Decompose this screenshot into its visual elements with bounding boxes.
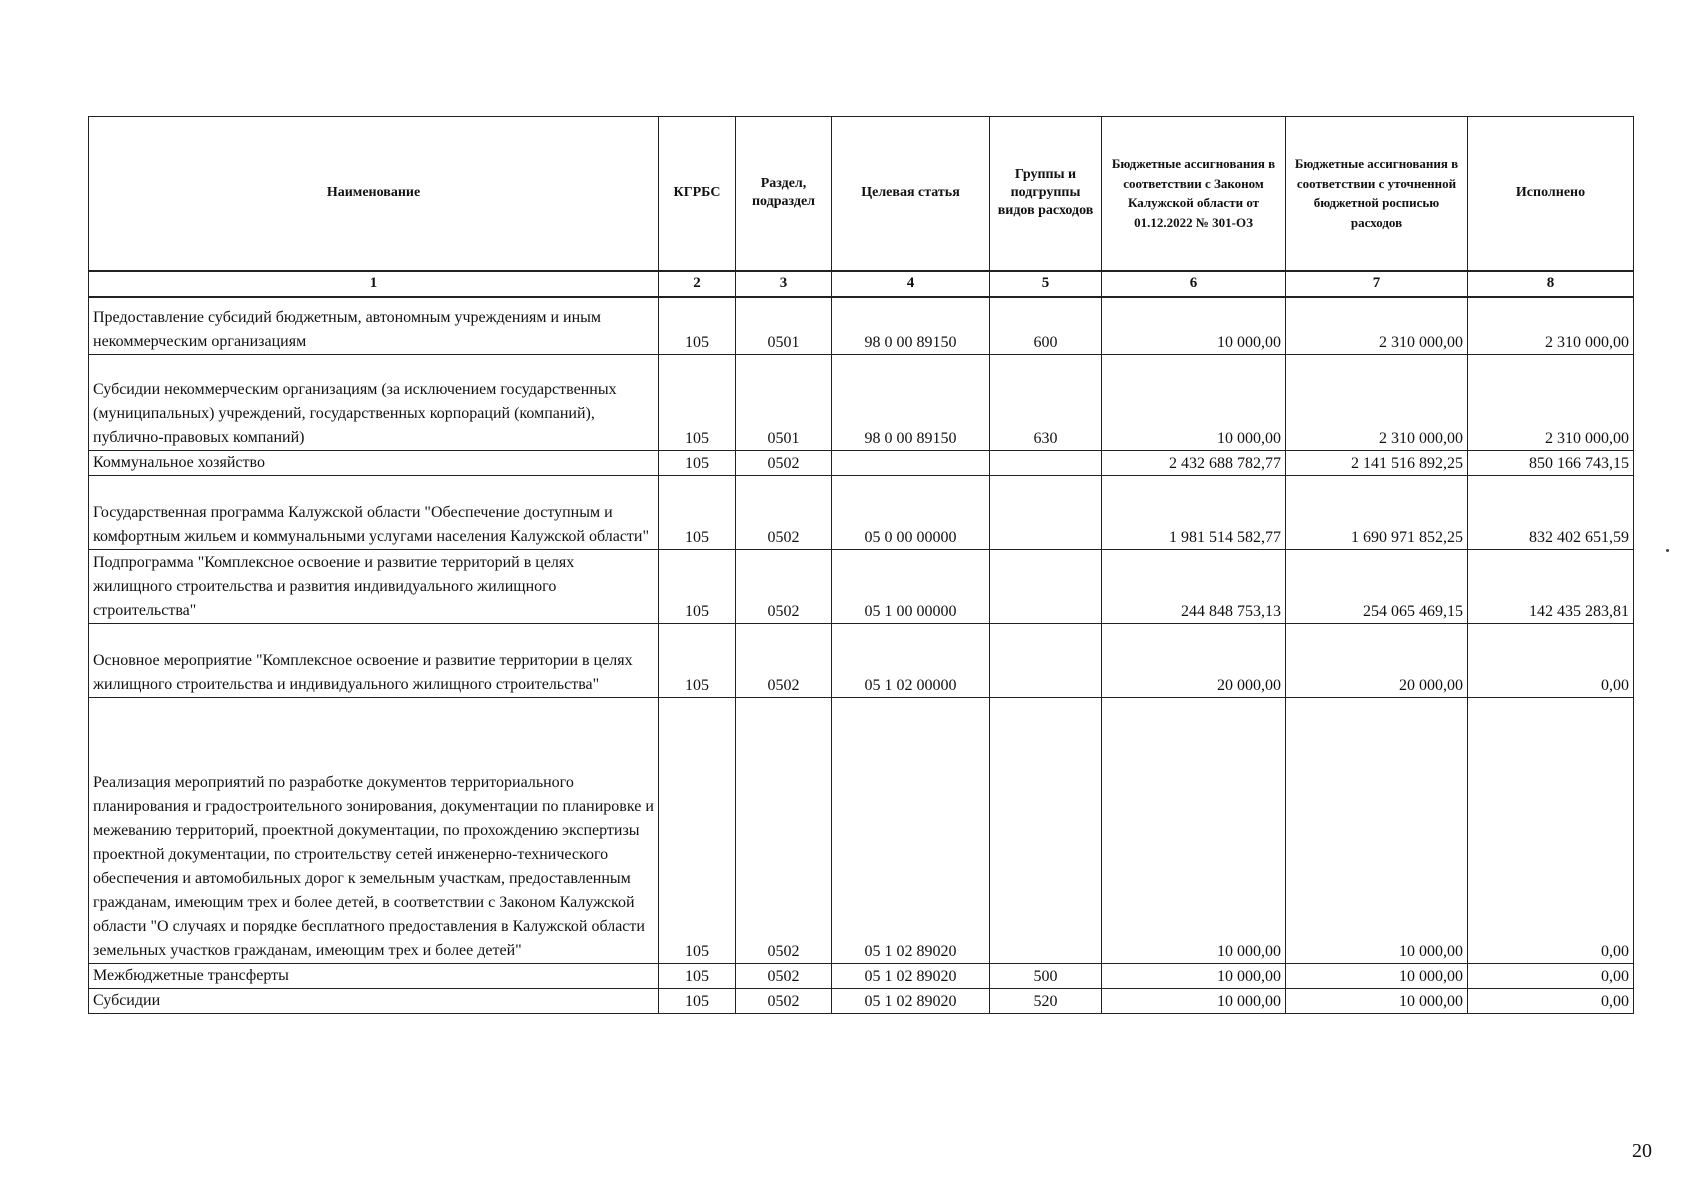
- column-number-row: [89, 271, 1634, 297]
- row-law-amount: 10 000,00: [1102, 964, 1286, 989]
- row-name: Коммунальное хозяйство: [89, 451, 659, 476]
- table-row: [89, 476, 1634, 550]
- row-section: 0502: [736, 964, 832, 989]
- row-budget-amount: 2 141 516 892,25: [1286, 451, 1468, 476]
- row-budget-amount: 2 310 000,00: [1286, 297, 1468, 355]
- header-law-appropriations: Бюджетные ассигнования в соответствии с Законом Калужской области от 01.12.2022 № 301-ОЗ: [1102, 117, 1286, 271]
- header-groups: Группы и подгруппы видов расходов: [990, 117, 1102, 271]
- row-group: 600: [990, 297, 1102, 355]
- row-kgrbs: 105: [659, 476, 736, 550]
- table-header: [89, 117, 1634, 297]
- row-group: 520: [990, 989, 1102, 1014]
- row-section: 0502: [736, 698, 832, 964]
- row-kgrbs: 105: [659, 624, 736, 698]
- table-body: [89, 297, 1634, 1014]
- row-law-amount: 10 000,00: [1102, 989, 1286, 1014]
- table-row: [89, 297, 1634, 355]
- table-row: [89, 355, 1634, 451]
- row-executed-amount: 0,00: [1468, 624, 1634, 698]
- row-group: 500: [990, 964, 1102, 989]
- row-budget-amount: 10 000,00: [1286, 698, 1468, 964]
- row-name: Субсидии некоммерческим организациям (за исключением государственных (муниципальных) учреждений, государственных корпораций (компаний), публично-правовых компаний): [89, 355, 659, 451]
- table-row: [89, 451, 1634, 476]
- row-law-amount: 20 000,00: [1102, 624, 1286, 698]
- row-target: 05 1 02 00000: [832, 624, 990, 698]
- row-law-amount: 2 432 688 782,77: [1102, 451, 1286, 476]
- column-number: 3: [736, 271, 832, 297]
- row-name: Реализация мероприятий по разработке документов территориального планирования и градостроительного зонирования, документации по планировке и межеванию территорий, проектной документации, по прохождению экспертизы проектной документации, по строительству сетей инженерно-технического обеспечения и автомобильных дорог к земельным участкам, предоставленным гражданам, имеющим трех и более детей, в соответствии с Законом Калужской области "О случаях и порядке бесплатного предоставления в Калужской области земельных участков гражданам, имеющим трех и более детей": [89, 698, 659, 964]
- row-executed-amount: 0,00: [1468, 964, 1634, 989]
- row-target: 98 0 00 89150: [832, 355, 990, 451]
- row-kgrbs: 105: [659, 989, 736, 1014]
- row-section: 0502: [736, 476, 832, 550]
- header-target: Целевая статья: [832, 117, 990, 271]
- column-number: 6: [1102, 271, 1286, 297]
- row-group: [990, 624, 1102, 698]
- row-budget-amount: 1 690 971 852,25: [1286, 476, 1468, 550]
- header-row: [89, 117, 1634, 271]
- row-budget-amount: 10 000,00: [1286, 964, 1468, 989]
- row-kgrbs: 105: [659, 355, 736, 451]
- row-section: 0502: [736, 624, 832, 698]
- row-name: Основное мероприятие "Комплексное освоение и развитие территории в целях жилищного строительства и индивидуального жилищного строительства": [89, 624, 659, 698]
- table-row: [89, 698, 1634, 964]
- row-group: [990, 550, 1102, 624]
- row-executed-amount: 0,00: [1468, 989, 1634, 1014]
- row-executed-amount: 142 435 283,81: [1468, 550, 1634, 624]
- table-row: [89, 964, 1634, 989]
- row-target: 05 1 02 89020: [832, 698, 990, 964]
- row-kgrbs: 105: [659, 451, 736, 476]
- row-law-amount: 1 981 514 582,77: [1102, 476, 1286, 550]
- row-law-amount: 10 000,00: [1102, 297, 1286, 355]
- row-law-amount: 244 848 753,13: [1102, 550, 1286, 624]
- row-section: 0502: [736, 989, 832, 1014]
- row-budget-amount: 2 310 000,00: [1286, 355, 1468, 451]
- row-budget-amount: 10 000,00: [1286, 989, 1468, 1014]
- header-budget-appropriations: Бюджетные ассигнования в соответствии с уточненной бюджетной росписью расходов: [1286, 117, 1468, 271]
- row-law-amount: 10 000,00: [1102, 355, 1286, 451]
- row-name: Государственная программа Калужской области "Обеспечение доступным и комфортным жильем и коммунальными услугами населения Калужской области": [89, 476, 659, 550]
- table-row: [89, 989, 1634, 1014]
- row-executed-amount: 2 310 000,00: [1468, 355, 1634, 451]
- row-target: 05 1 02 89020: [832, 989, 990, 1014]
- row-section: 0502: [736, 451, 832, 476]
- row-section: 0502: [736, 550, 832, 624]
- row-target: 05 1 02 89020: [832, 964, 990, 989]
- row-name: Межбюджетные трансферты: [89, 964, 659, 989]
- column-number: 7: [1286, 271, 1468, 297]
- row-kgrbs: 105: [659, 550, 736, 624]
- row-section: 0501: [736, 297, 832, 355]
- row-executed-amount: 832 402 651,59: [1468, 476, 1634, 550]
- row-executed-amount: 2 310 000,00: [1468, 297, 1634, 355]
- row-target: 98 0 00 89150: [832, 297, 990, 355]
- column-number: 2: [659, 271, 736, 297]
- row-executed-amount: 850 166 743,15: [1468, 451, 1634, 476]
- column-number: 8: [1468, 271, 1634, 297]
- header-name: Наименование: [89, 117, 659, 271]
- column-number: 5: [990, 271, 1102, 297]
- row-section: 0501: [736, 355, 832, 451]
- row-budget-amount: 254 065 469,15: [1286, 550, 1468, 624]
- row-budget-amount: 20 000,00: [1286, 624, 1468, 698]
- row-name: Субсидии: [89, 989, 659, 1014]
- table-row: [89, 550, 1634, 624]
- header-section: Раздел, подраздел: [736, 117, 832, 271]
- row-target: [832, 451, 990, 476]
- row-kgrbs: 105: [659, 297, 736, 355]
- row-name: Предоставление субсидий бюджетным, автономным учреждениям и иным некоммерческим организациям: [89, 297, 659, 355]
- row-group: [990, 451, 1102, 476]
- row-kgrbs: 105: [659, 698, 736, 964]
- row-kgrbs: 105: [659, 964, 736, 989]
- row-group: 630: [990, 355, 1102, 451]
- budget-execution-table: [88, 116, 1634, 1014]
- row-name: Подпрограмма "Комплексное освоение и развитие территорий в целях жилищного строительства и развития индивидуального жилищного строительства": [89, 550, 659, 624]
- row-target: 05 1 00 00000: [832, 550, 990, 624]
- row-target: 05 0 00 00000: [832, 476, 990, 550]
- row-group: [990, 476, 1102, 550]
- column-number: 4: [832, 271, 990, 297]
- table-row: [89, 624, 1634, 698]
- row-law-amount: 10 000,00: [1102, 698, 1286, 964]
- header-kgrbs: КГРБС: [659, 117, 736, 271]
- row-group: [990, 698, 1102, 964]
- page-number: 20: [1632, 1140, 1652, 1162]
- header-executed: Исполнено: [1468, 117, 1634, 271]
- row-executed-amount: 0,00: [1468, 698, 1634, 964]
- scan-speck: [1666, 549, 1669, 552]
- column-number: 1: [89, 271, 659, 297]
